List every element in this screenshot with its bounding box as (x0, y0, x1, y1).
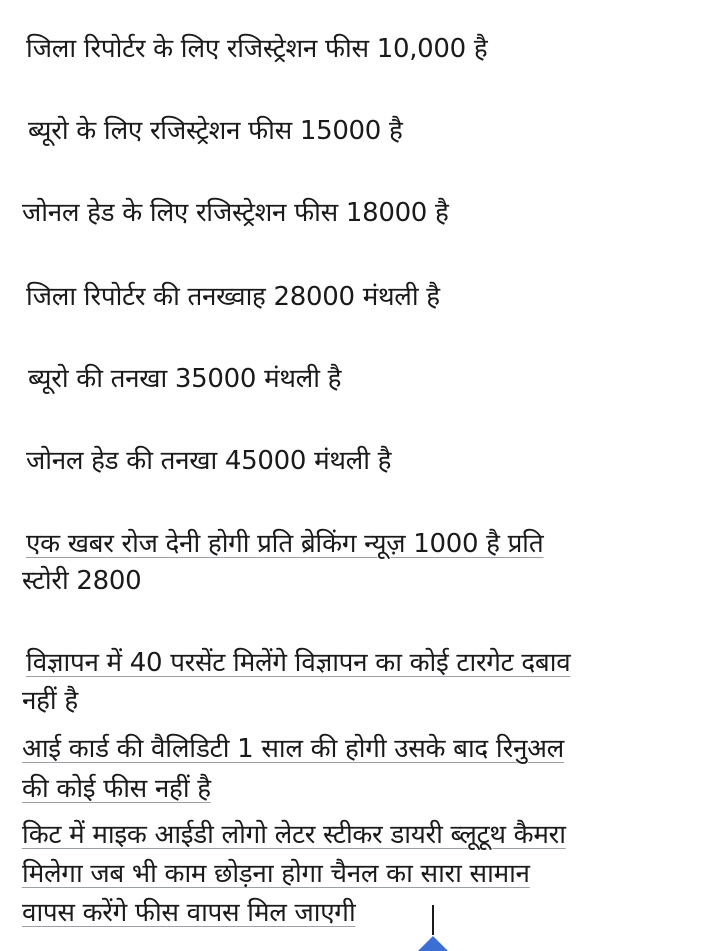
text-line-10: नहीं है (22, 686, 78, 716)
text-line-8: स्टोरी 2800 (22, 566, 142, 596)
text-line-15: वापस करेंगे फीस वापस मिल जाएगी (22, 898, 356, 928)
text-line-2: ब्यूरो के लिए रजिस्ट्रेशन फीस 15000 है (28, 116, 403, 146)
selection-handle-icon[interactable] (418, 936, 448, 951)
text-line-7: एक खबर रोज देनी होगी प्रति ब्रेकिंग न्यूज़ 1000 है प्रति (26, 529, 544, 559)
text-line-12: की कोई फीस नहीं है (22, 774, 211, 804)
text-line-1: जिला रिपोर्टर के लिए रजिस्ट्रेशन फीस 10,000 है (26, 34, 488, 64)
text-line-4: जिला रिपोर्टर की तनख्वाह 28000 मंथली है (26, 282, 440, 312)
text-line-13: किट में माइक आईडी लोगो लेटर स्टीकर डायरी ब्लूटूथ कैमरा (22, 820, 566, 850)
text-line-14: मिलेगा जब भी काम छोड़ना होगा चैनल का सारा सामान (22, 859, 530, 889)
text-line-6: जोनल हेड की तनखा 45000 मंथली है (26, 446, 392, 476)
text-line-3: जोनल हेड के लिए रजिस्ट्रेशन फीस 18000 है (22, 198, 449, 228)
text-line-11: आई कार्ड की वैलिडिटी 1 साल की होगी उसके बाद रिनुअल (22, 734, 564, 764)
text-cursor (432, 905, 434, 935)
text-line-9: विज्ञापन में 40 परसेंट मिलेंगे विज्ञापन का कोई टारगेट दबाव (26, 648, 571, 678)
text-line-5: ब्यूरो की तनखा 35000 मंथली है (28, 364, 342, 394)
